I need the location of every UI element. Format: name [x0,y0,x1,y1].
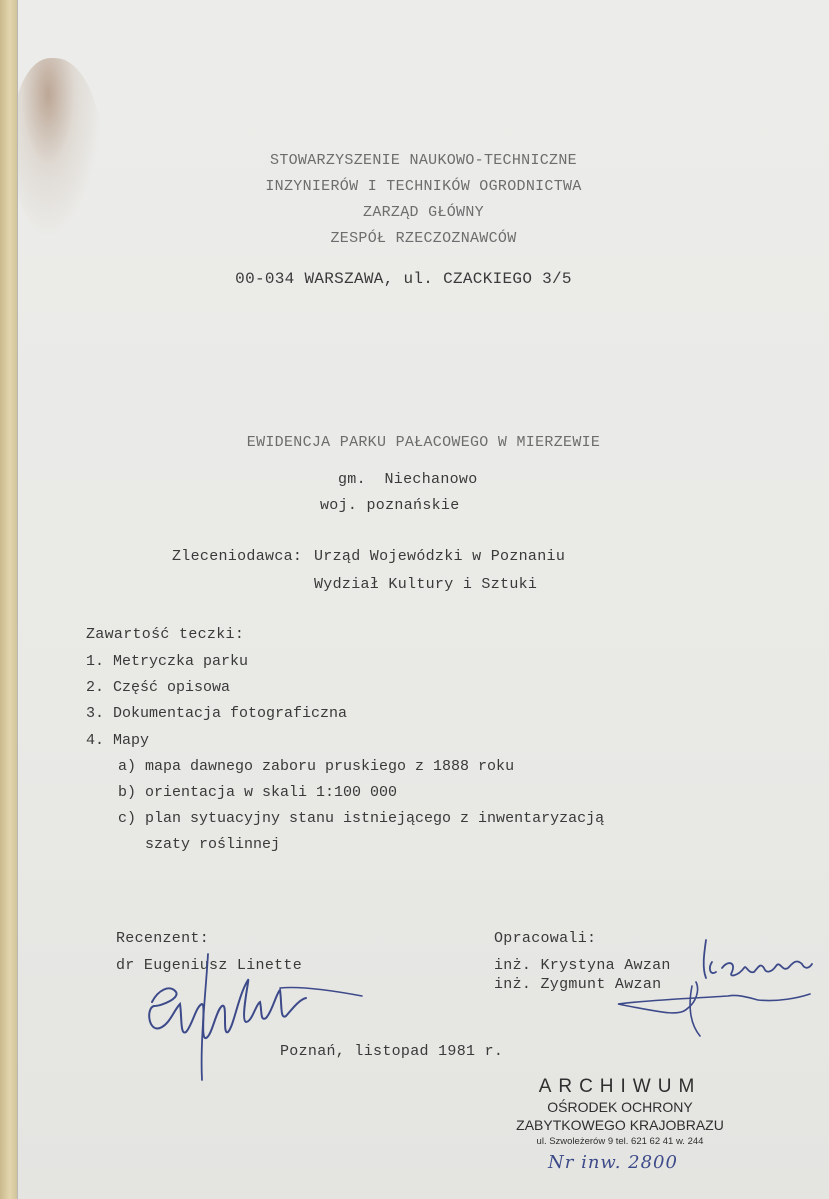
list-item: 4. Mapy [86,732,150,749]
contents-heading: Zawartość teczki: [86,626,245,643]
stamp-line-1: ARCHIWUM [538,1076,702,1097]
client-line-2: Wydział Kultury i Sztuki [314,576,538,593]
binding-strip [0,0,18,1199]
stamp-line-2: OŚRODEK OCHRONY [547,1099,693,1115]
authors-signature [588,928,813,1048]
title-wojewodztwo: woj. poznańskie [320,497,460,514]
document-page [18,0,829,1199]
header-address: 00-034 WARSZAWA, ul. CZACKIEGO 3/5 [235,270,572,288]
title-gmina: gm. Niechanowo [338,471,478,488]
place-date: Poznań, listopad 1981 r. [280,1043,504,1060]
list-item: 1. Metryczka parku [86,653,249,670]
stamp-line-4: ul. Szwoleżerów 9 tel. 621 62 41 w. 244 [536,1136,704,1147]
list-subitem: b) orientacja w skali 1:100 000 [118,784,398,801]
list-item: 3. Dokumentacja fotograficzna [86,705,348,722]
document-title: EWIDENCJA PARKU PAŁACOWEGO W MIERZEWIE [246,434,601,451]
author-name-2: inż. Zygmunt Awzan [494,976,662,993]
header-line-4: ZESPÓŁ RZECZOZNAWCÓW [330,230,517,247]
list-subitem: c) plan sytuacyjny stanu istniejącego z inwentaryzacją [118,810,605,827]
reviewer-signature [130,940,370,1085]
header-line-2: INZYNIERÓW I TECHNIKÓW OGRODNICTWA [265,178,582,195]
authors-label: Opracowali: [494,930,597,947]
list-subitem: szaty roślinnej [118,836,281,853]
inventory-note: Nr inw. 2800 [548,1152,678,1173]
client-line-1: Urząd Wojewódzki w Poznaniu [314,548,566,565]
reviewer-label: Recenzent: [116,930,210,947]
list-subitem: a) mapa dawnego zaboru pruskiego z 1888 roku [118,758,515,775]
client-label: Zleceniodawca: [172,548,303,565]
list-item: 2. Część opisowa [86,679,231,696]
reviewer-name: dr Eugeniusz Linette [116,957,303,974]
author-name-1: inż. Krystyna Awzan [494,957,671,974]
header-line-3: ZARZĄD GŁÓWNY [363,204,484,221]
stamp-line-3: ZABYTKOWEGO KRAJOBRAZU [516,1117,724,1133]
header-line-1: STOWARZYSZENIE NAUKOWO-TECHNICZNE [270,152,577,169]
archive-stamp [504,1076,736,1150]
